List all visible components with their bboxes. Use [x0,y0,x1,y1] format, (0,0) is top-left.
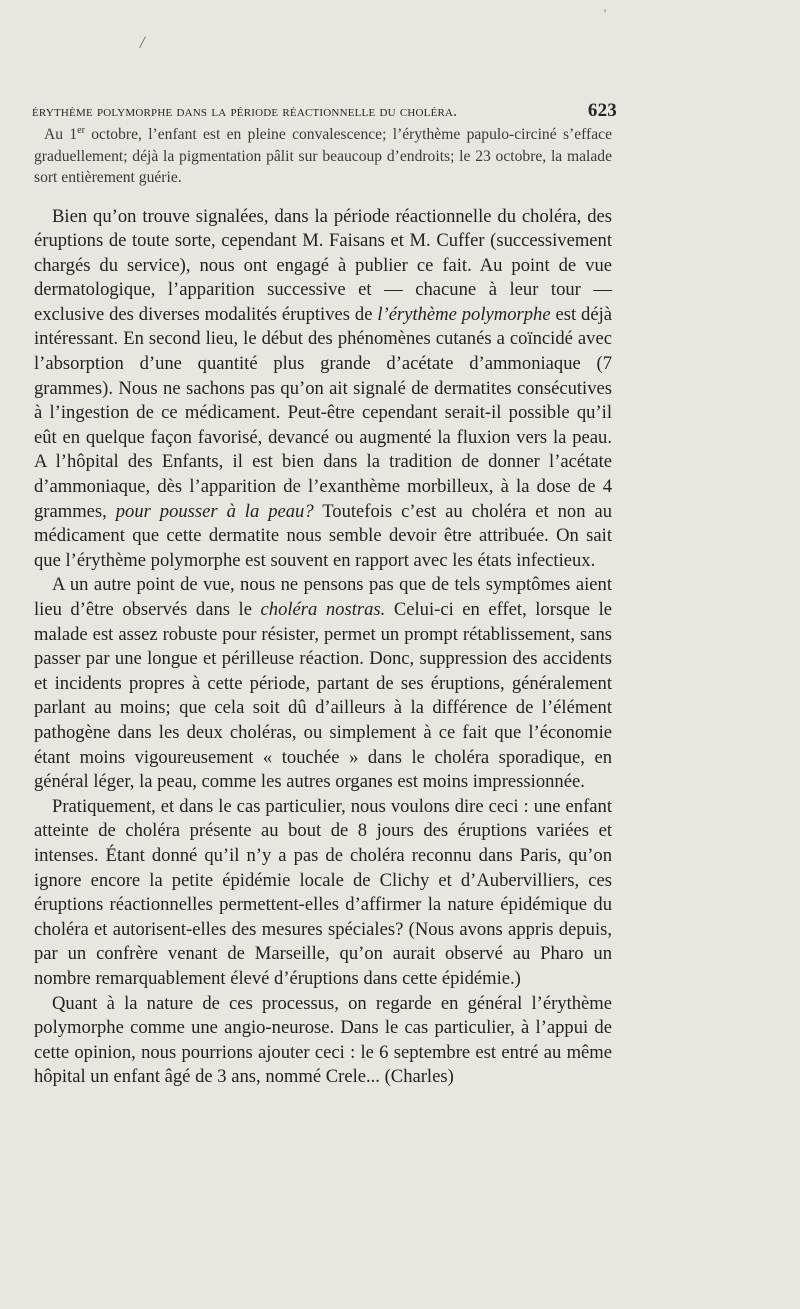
ink-speck: ' [604,6,607,20]
paragraph-3-text-a: A un autre point de vue, nous ne pensons pas que de tels symptômes aient lieu d’être observés dans le [34,574,612,620]
paragraph-2-italic-d: pour pousser à la peau? [115,500,314,522]
paragraph-5: Quant à la nature de ces processus, on regarde en général l’érythème polymorphe comme une angio-neurose. Dans le cas particulier, à l’appui de cette opinion, nous pourrions ajouter ceci : le 6 septembre est entré au même hôpital un enfant âgé de 3 ans, nommé Crele... (Charles) [34,992,612,1088]
paragraph-1 [34,124,612,189]
ordinal-superscript: er [77,124,85,136]
paragraph-2-text-a: Bien qu’on trouve signalées, dans la période réactionnelle du choléra, des éruptions de toute sorte, cependant M. Faisans et M. Cuffer (successivement chargés du service), nous ont engagé à publier ce fait. Au point de vue dermatologique, l’apparition successive et — chacune à leur tour — exclusive des diverses modalités éruptives de [34,205,612,325]
paragraph-2 [34,205,612,574]
pencil-mark: / [138,31,147,53]
running-title: érythème polymorphe dans la période réactionnelle du choléra. [32,103,458,120]
paragraph-2-italic-b: l’érythème polymorphe [377,303,551,325]
page-number: 623 [587,100,617,121]
paragraph-1-text-b: octobre, l’enfant est en pleine convalescence; l’érythème papulo-circiné s’efface graduellement; déjà la pigmentation pâlit sur beaucoup d’endroits; le 23 octobre, la malade sort entièrement guérie. [34,126,612,186]
paragraph-2-text-c: est déjà intéressant. En second lieu, le début des phénomènes cutanés a coïncidé avec l’absorption d’une quantité plus grande d’acétate d’ammoniaque (7 grammes). Nous ne sachons pas qu’on ait signalé de dermatites consécutives à l’ingestion de ce médicament. Peut-être cependant serait-il possible qu’il eût en quelque façon favorisé, devancé ou augmenté la fluxion vers la peau. A l’hôpital des Enfants, il est bien dans la tradition de donner l’acétate d’ammoniaque, dès l’apparition de l’exanthème morbilleux, à la dose de 4 grammes, [34,303,613,522]
paragraph-3-italic-b: choléra nostras. [260,599,386,620]
paragraph-3 [34,573,612,794]
paragraph-1-text-a: Au 1 [44,126,78,143]
paragraph-4: Pratiquement, et dans le cas particulier, nous voulons dire ceci : une enfant atteinte de choléra présente au bout de 8 jours des éruptions variées et intenses. Étant donné qu’il n’y a pas de choléra reconnu dans Paris, qu’on ignore encore la petite épidémie locale de Clichy et d’Aubervilliers, ces éruptions réactionnelles permettent-elles d’affirmer la nature épidémique du choléra et autorisent-elles des mesures spéciales? (Nous avons appris depuis, par un confrère venant de Marseille, qu’on aurait observé au Pharo un nombre remarquablement élevé d’éruptions dans cette épidémie.) [34,795,612,989]
paragraph-3-text-c: Celui-ci en effet, lorsque le malade est assez robuste pour résister, permet un prompt rétablissement, sans passer par une longue et périlleuse réaction. Donc, suppression des accidents et incidents propres à cette période, partant de ses éruptions, généralement parlant au moins; que cela soit dû d’ailleurs à la différence de l’élément pathogène dans les deux choléras, ou simplement à ce fait que l’économie étant moins vigoureusement « touchée » dans le choléra sporadique, en général léger, la peau, comme les autres organes est moins impressionnée. [34,599,612,793]
body-text [34,124,612,1090]
paragraph-2-text-e: Toutefois c’est au choléra et non au médicament que cette dermatite nous semble devoir être attribuée. On sait que l’érythème polymorphe est souvent en rapport avec les états infectieux. [34,500,612,571]
running-header [32,100,617,122]
